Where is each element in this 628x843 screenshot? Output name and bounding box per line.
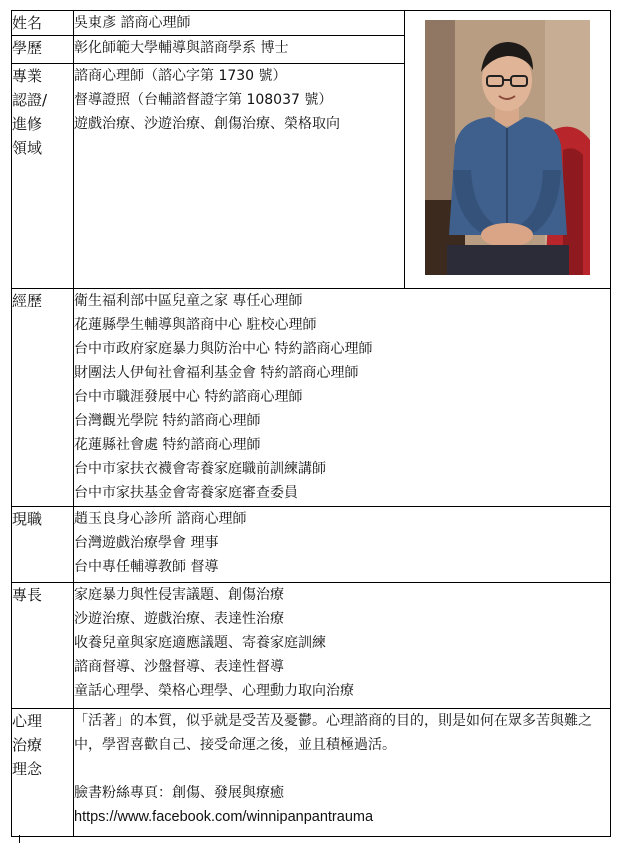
- cert-value-cell: [74, 64, 405, 289]
- job-label: 現職: [12, 510, 43, 528]
- phil-label-cell: [12, 709, 74, 837]
- name-value-cell: [74, 11, 405, 36]
- edu-value-cell: [74, 36, 405, 64]
- facebook-url-link[interactable]: https://www.facebook.com/winnipanpantrauma: [74, 809, 374, 825]
- row-experience: [12, 289, 611, 507]
- job-line: 台灣遊戲治療學會 理事: [74, 535, 219, 551]
- spec-line: 家庭暴力與性侵害議題、創傷治療: [74, 587, 284, 603]
- cert-line: 諮商心理師（諮心字第 1730 號）: [74, 68, 287, 84]
- phil-value-cell: [74, 709, 611, 837]
- spec-label: 專長: [12, 586, 43, 604]
- exp-label-cell: [12, 289, 74, 507]
- job-line: 台中專任輔導教師 督導: [74, 559, 219, 575]
- edu-label: 學歷: [12, 39, 43, 57]
- spec-label-cell: [12, 583, 74, 709]
- edu-label-cell: [12, 36, 74, 64]
- text-cursor: [19, 835, 20, 843]
- cert-label-line: 認證/: [12, 91, 48, 109]
- photo-cell: [405, 11, 611, 289]
- job-value-cell: [74, 507, 611, 583]
- exp-line: 財團法人伊甸社會福利基金會 特約諮商心理師: [74, 365, 359, 381]
- job-line: 趙玉良身心診所 諮商心理師: [74, 511, 247, 527]
- spec-line: 童話心理學、榮格心理學、心理動力取向治療: [74, 683, 354, 699]
- row-specialties: [12, 583, 611, 709]
- exp-line: 台中市家扶衣襪會寄養家庭職前訓練講師: [74, 461, 326, 477]
- cert-label-line: 進修: [12, 115, 43, 133]
- spec-line: 收養兒童與家庭適應議題、寄養家庭訓練: [74, 635, 326, 651]
- exp-line: 台中市家扶基金會寄養家庭審查委員: [74, 485, 298, 501]
- exp-value-cell: [74, 289, 611, 507]
- exp-line: 台中市職涯發展中心 特約諮商心理師: [74, 389, 303, 405]
- profile-table: [11, 10, 611, 837]
- row-name: [12, 11, 611, 36]
- job-label-cell: [12, 507, 74, 583]
- cert-line: 督導證照（台輔諮督證字第 108037 號）: [74, 92, 333, 108]
- spacer: [74, 757, 610, 781]
- spec-line: 沙遊治療、遊戲治療、表達性治療: [74, 611, 284, 627]
- spec-value-cell: [74, 583, 611, 709]
- philosophy-text: 「活著」的本質，似乎就是受苦及憂鬱。心理諮商的目的，則是如何在眾多苦與難之中，學習喜歡自己、接受命運之後，並且積極過活。: [74, 713, 592, 753]
- cert-line: 遊戲治療、沙遊治療、創傷治療、榮格取向: [74, 116, 340, 132]
- facebook-label: 臉書粉絲專頁：創傷、發展與療癒: [74, 785, 284, 801]
- name-label: 姓名: [12, 14, 43, 32]
- phil-label-line: 治療: [12, 736, 43, 754]
- exp-line: 台灣觀光學院 特約諮商心理師: [74, 413, 261, 429]
- cert-label-line: 領域: [12, 139, 43, 157]
- exp-line: 衛生福利部中區兒童之家 專任心理師: [74, 293, 303, 309]
- name-value: 吳東彥 諮商心理師: [74, 15, 191, 31]
- exp-line: 花蓮縣社會處 特約諮商心理師: [74, 437, 261, 453]
- portrait-photo: [425, 20, 590, 275]
- phil-label-line: 理念: [12, 760, 43, 778]
- exp-line: 花蓮縣學生輔導與諮商中心 駐校心理師: [74, 317, 317, 333]
- exp-line: 台中市政府家庭暴力與防治中心 特約諮商心理師: [74, 341, 373, 357]
- cert-label-cell: [12, 64, 74, 289]
- cert-label-line: 專業: [12, 67, 43, 85]
- exp-label: 經歷: [12, 292, 43, 310]
- row-philosophy: [12, 709, 611, 837]
- row-current: [12, 507, 611, 583]
- edu-value: 彰化師範大學輔導與諮商學系 博士: [74, 40, 289, 56]
- spec-line: 諮商督導、沙盤督導、表達性督導: [74, 659, 284, 675]
- name-label-cell: [12, 11, 74, 36]
- phil-label-line: 心理: [12, 712, 43, 730]
